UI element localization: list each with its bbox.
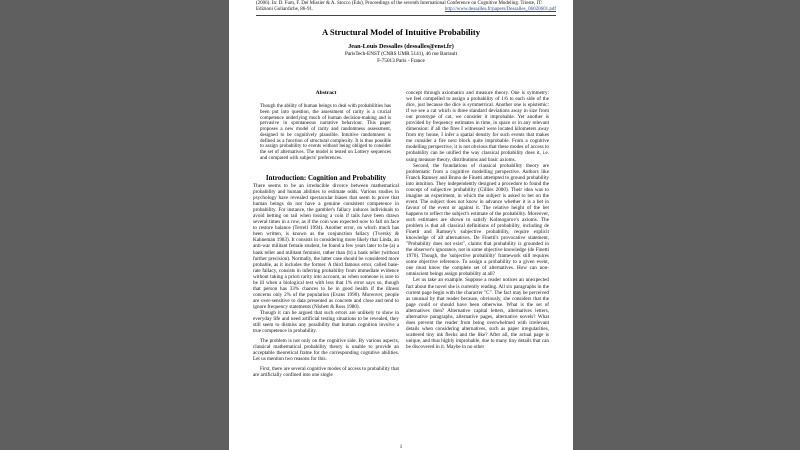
page-number: 1 (399, 445, 403, 450)
paragraph: Second, the foundations of classical probability theory are problematic from a cognitive modelling perspective. Authors like Franck Ramsey and Bruno de Finetti attempted to ground probability into intuition. They independently designed a procedure to found the concept of subjective probability (Gillies 2000). Their idea was to imagine an experiment, in which the subject is asked to bet on the event. The subject does not know in advance whether it is a bet in favour of the event or against it. The relative height of the bet happens to reflect the subject's estimate of the probability. Moreover, such estimates are shown to satisfy Kolmogorov's axioms. The problem is that all classical definitions of probability, including de Finetti and Ramsey's subjective probability, require explicit knowledge of all alternatives. De Finetti's provocative statement, "Probability does not exist", claims that probability is grounded in the observer's ignorance, not in some objective knowledge (de Finetti 1970). Though, the 'subjective probability' framework still requires some objective reference. To assign a probability to a given event, one must know the complete set of alternatives. How can non-omniscient beings assign probability at all? (406, 162, 549, 278)
abstract-text: Though the ability of human beings to deal with probabilities has been put into question, the assessment of rarity is a crucial competence underlying much of human decision-making and is pervasive in spontaneous narrative behaviour. This paper proposes a new model of rarity and randomness assessment, designed to be cognitively plausible. Intuitive randomness is defined as a function of structural complexity. It is thus possible to assign probability to events without being obliged to consider the set of alternatives. The model is tested on Lottery sequences and compared with subjects' preferences. (260, 104, 391, 161)
paragraph: Though it can be argued that such errors are unlikely to show in everyday life and need artificial testing situations to be revealed, they still seem to dismiss any possibility that human cognition involve a true competence in probability. (253, 309, 399, 335)
paper-title: A Structural Model of Intuitive Probability (321, 27, 481, 37)
author-name: Jean-Louis Dessalles (dessalles@enst.fr) (348, 43, 454, 50)
page-header (256, 1, 556, 14)
paragraph: Let us take an example. Suppose a reader notices an unexpected fact about the novel she is currently reading. All six paragraphs in the current page begin with the character "C". The fact may be perceived as unusual by that reader because, obviously, she considers that the page could or should have been otherwise. What is the set of alternatives then? Alternative capital letters, alternatives letters, alternative paragraphs, alternative pages, alternative novels? What does prevent the reader from being overwhelmed with irrelevant details when considering alternatives, such as paper irregularities, scattered tiny ink flecks and the like? After all, the actual page is unique, and thus highly improbable, due to many tiny details that can be discovered in it. Maybe in no other (406, 277, 549, 350)
paragraph: concept through axiomatics and measure theory. One is symmetry: we feel compelled to assign a probability of 1/6 to each side of the dice, just because the dice is symmetrical. Another one is epistemic: if we see a cat which is three standard deviations away in size from our prototype of cat, we consider it improbable. Yet another is provided by frequency estimates in time, in space or in any relevant dimension: if all the fires I witnessed were located kilometers away from my house, I infer a spatial density for such events that makes me consider a fire next block quite improbable. From a cognitive modelling perspective, it is not obvious that these modes of access to probability can be unified the way classical probability does it, i.e. using measure theory, distributions and basic axioms. (406, 90, 549, 163)
section-heading: Introduction: Cognition and Probability (265, 174, 387, 182)
paragraph: First, there are several cognitive modes of access to probability that are artificially confined into one single (253, 366, 399, 379)
header-rule (256, 15, 556, 16)
affiliation-line-2: F-75013 Paris - France (377, 58, 425, 64)
right-column (406, 90, 549, 350)
paper-page (229, 0, 573, 450)
left-column (253, 183, 399, 378)
citation-text: (2006). In: D. Fum, F. Del Missier & A. Stocco (Eds), Proceedings of the seventh International Conference on Cognitive Modeling. Trieste, IT: Edizioni Goliardiche, 86-91. (256, 1, 543, 13)
affiliation-line-1: ParisTech-ENST (CNRS UMR 5141), 46 rue Barrault (344, 51, 458, 57)
paragraph: There seems to be an irreducible divorce between mathematical probability and human abilities to estimate odds. Various studies in psychology have revealed spectacular biases that seem to prove that human beings do not have a genuine consistent competence in probability. For instance, the gambler's fallacy induces individuals to avoid betting on tail when tossing a coin if tails have been drawn several times in a row, as if the coin was expected now to fall on face to restore balance (Terrell 1994). Another error, on which much has been written, is known as the conjunction fallacy (Tversky & Kahneman 1983). It consists in considering more likely that Linda, an anti-war militant female student, be found a few years later to be (a) a bank teller and militant feminist, rather than (b) a bank teller (without further precision). Normally, the latter case should be considered more probable, as it includes the former. A third famous error, called base-rate fallacy, consists in inferring probability from immediate evidence without taking a priori rarity into account, as when someone is sure to be ill when a biological test with less that 1% error says so, though that person has 33% chances to be in good health if the illness concerns only 2% of the population (Evans 1990). Moreover, people are over-sensitive to data presented as concrete and close and tend to ignore frequency statements (Nisbett & Ross 1980). (253, 183, 399, 310)
paper-url-link[interactable]: http://www.dessalles.fr/papers/Dessalles_06020601.pdf (444, 7, 556, 13)
paragraph: The problem is not only on the cognitive side. By various aspects, classical mathematical probability theory is unable to provide an acceptable theoretical frame for the corresponding cognitive abilities. Let us mention two reasons for this. (253, 338, 399, 363)
abstract-heading: Abstract (315, 90, 337, 96)
